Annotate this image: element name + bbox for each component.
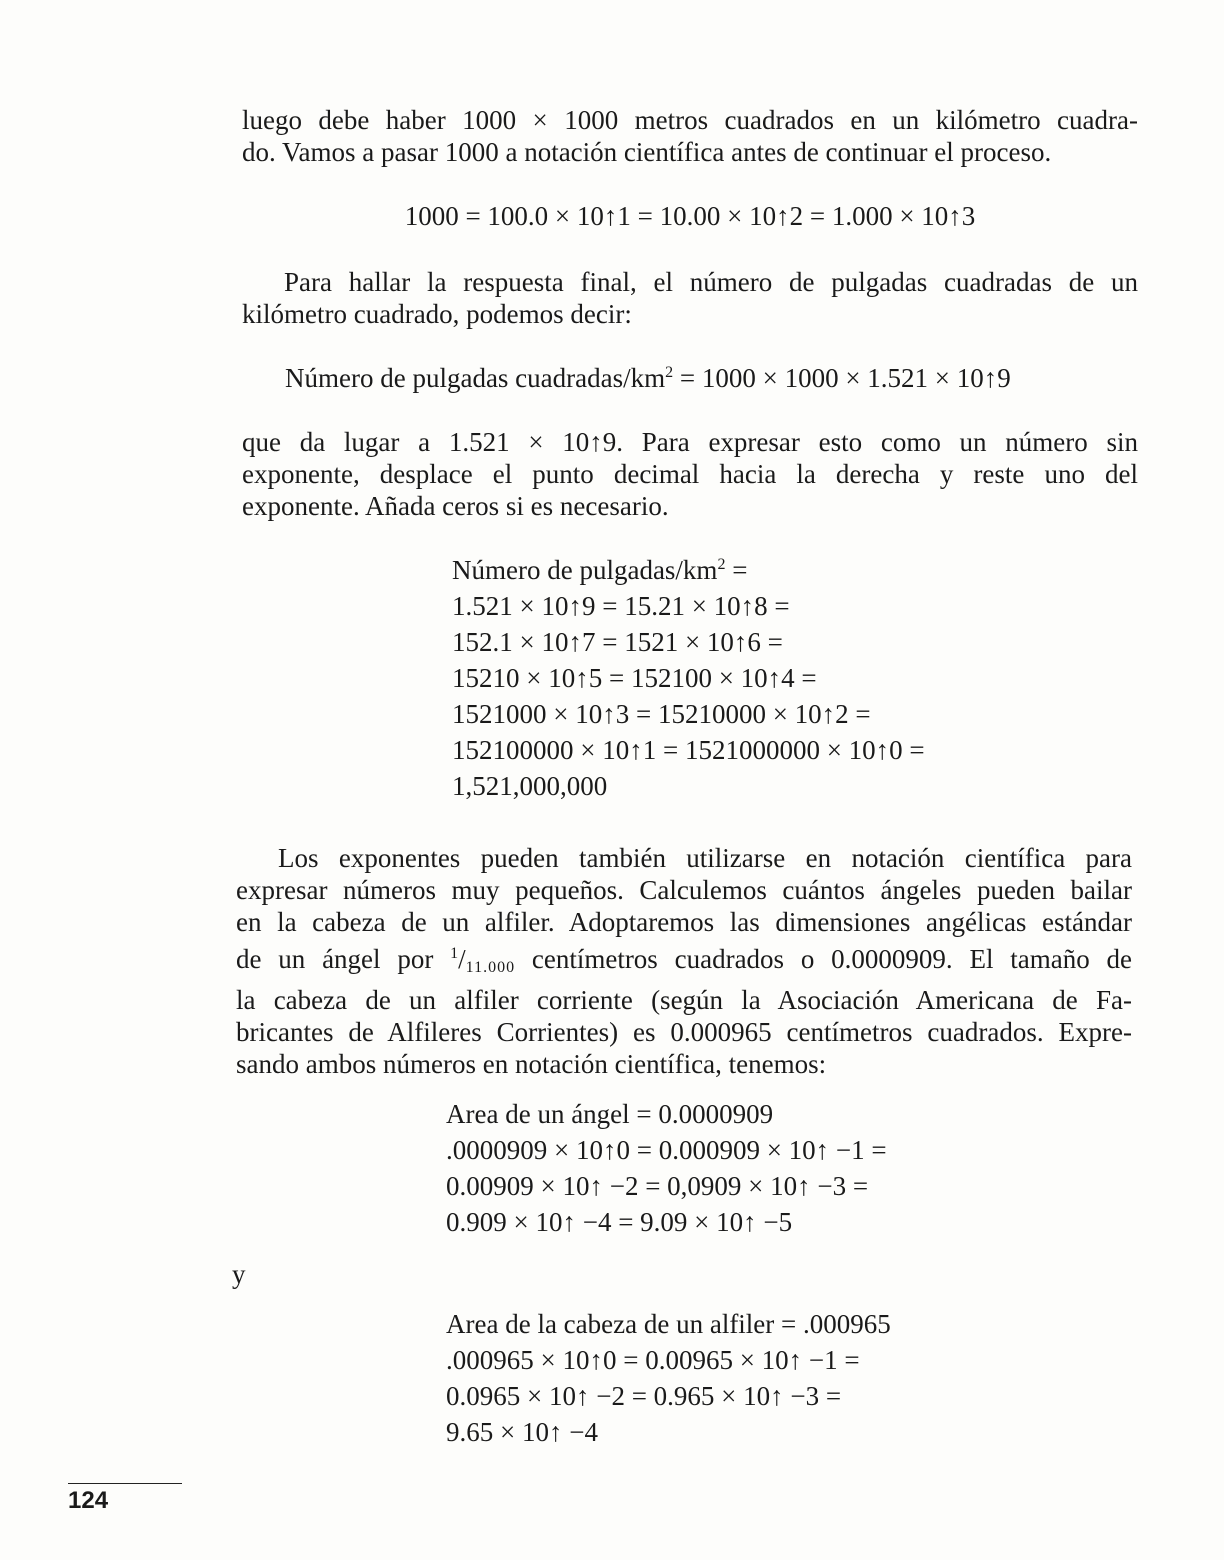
text-line: Para hallar la respuesta final, el número de pulgadas cuadradas de un [284, 267, 1138, 297]
text-line: Los exponentes pueden también utilizarse en notación científica para [278, 843, 1132, 873]
footer-rule [68, 1483, 182, 1484]
text-fragment: centímetros cuadrados o 0.0000909. El tamaño de [515, 944, 1132, 974]
equation-line: 1,521,000,000 [452, 771, 608, 801]
equation-line: 1000 = 100.0 × 10↑1 = 10.00 × 10↑2 = 1.000 × 10↑3 [404, 201, 976, 231]
text-line: que da lugar a 1.521 × 10↑9. Para expresar esto como un número sin [242, 427, 1138, 457]
text-line: kilómetro cuadrado, podemos decir: [242, 299, 632, 329]
equation-line: 1521000 × 10↑3 = 15210000 × 10↑2 = [452, 699, 871, 729]
equation-line: 1.521 × 10↑9 = 15.21 × 10↑8 = [452, 591, 790, 621]
equation-line: Area de un ángel = 0.0000909 [446, 1099, 774, 1129]
equation-block-angel [446, 1096, 887, 1240]
fraction-denominator: 11.000 [465, 959, 516, 976]
text-line: la cabeza de un alfiler corriente (según la Asociación Americana de Fa- [236, 985, 1132, 1015]
equation-line [285, 360, 1011, 396]
text-line: y [232, 1259, 246, 1289]
equation-text: = 1000 × 1000 × 1.521 × 10↑9 [673, 363, 1011, 393]
superscript: 2 [665, 364, 674, 381]
equation-line: 9.65 × 10↑ −4 [446, 1417, 598, 1447]
text-line: luego debe haber 1000 × 1000 metros cuadrados en un kilómetro cuadra- [242, 105, 1138, 135]
equation-line: 152100000 × 10↑1 = 1521000000 × 10↑0 = [452, 735, 925, 765]
text-line: sando ambos números en notación científica, tenemos: [236, 1049, 827, 1079]
equation-text: = [725, 555, 748, 585]
equation-line: Area de la cabeza de un alfiler = .000965 [446, 1309, 891, 1339]
superscript: 2 [717, 556, 726, 573]
paragraph-3 [242, 426, 1138, 522]
equation-text: Número de pulgadas/km [452, 555, 718, 585]
paragraph-1 [242, 104, 1138, 168]
equation-line: .000965 × 10↑0 = 0.00965 × 10↑ −1 = [446, 1345, 860, 1375]
equation-line: 0.909 × 10↑ −4 = 9.09 × 10↑ −5 [446, 1207, 793, 1237]
paragraph-4 [236, 842, 1132, 1080]
text-line: do. Vamos a pasar 1000 a notación científica antes de continuar el proceso. [242, 137, 1052, 167]
equation-text: Número de pulgadas cuadradas/km [285, 363, 666, 393]
text-line: bricantes de Alfileres Corrientes) es 0.000965 centímetros cuadrados. Expre- [236, 1017, 1132, 1047]
paragraph-2 [242, 266, 1138, 330]
equation-pulgadas-km2 [285, 360, 1011, 396]
equation-line [452, 552, 925, 588]
equation-line: 15210 × 10↑5 = 152100 × 10↑4 = [452, 663, 817, 693]
text-line: exponente. Añada ceros si es necesario. [242, 491, 669, 521]
fraction-numerator: 1 [450, 945, 459, 962]
equation-line: 152.1 × 10↑7 = 1521 × 10↑6 = [452, 627, 783, 657]
equation-block-pin [446, 1306, 891, 1450]
equation-line: .0000909 × 10↑0 = 0.000909 × 10↑ −1 = [446, 1135, 887, 1165]
text-line: de un ángel por $^1$/11.000 centímetros cuadrados o 0.0000909. El tamaño de [236, 944, 1132, 976]
page-number: 124 [68, 1487, 109, 1514]
equation-1000 [242, 198, 1138, 234]
text-line: exponente, desplace el punto decimal hacia la derecha y reste uno del [242, 459, 1138, 489]
text-line: expresar números muy pequeños. Calculemos cuántos ángeles pueden bailar [236, 875, 1132, 905]
equation-block-expansion [452, 552, 925, 804]
equation-line: 0.0965 × 10↑ −2 = 0.965 × 10↑ −3 = [446, 1381, 842, 1411]
equation-line: 0.00909 × 10↑ −2 = 0,0909 × 10↑ −3 = [446, 1171, 869, 1201]
text-fragment: de un ángel por [236, 944, 451, 974]
text-line: en la cabeza de un alfiler. Adoptaremos las dimensiones angélicas estándar [236, 907, 1132, 937]
conjunction [232, 1256, 246, 1292]
